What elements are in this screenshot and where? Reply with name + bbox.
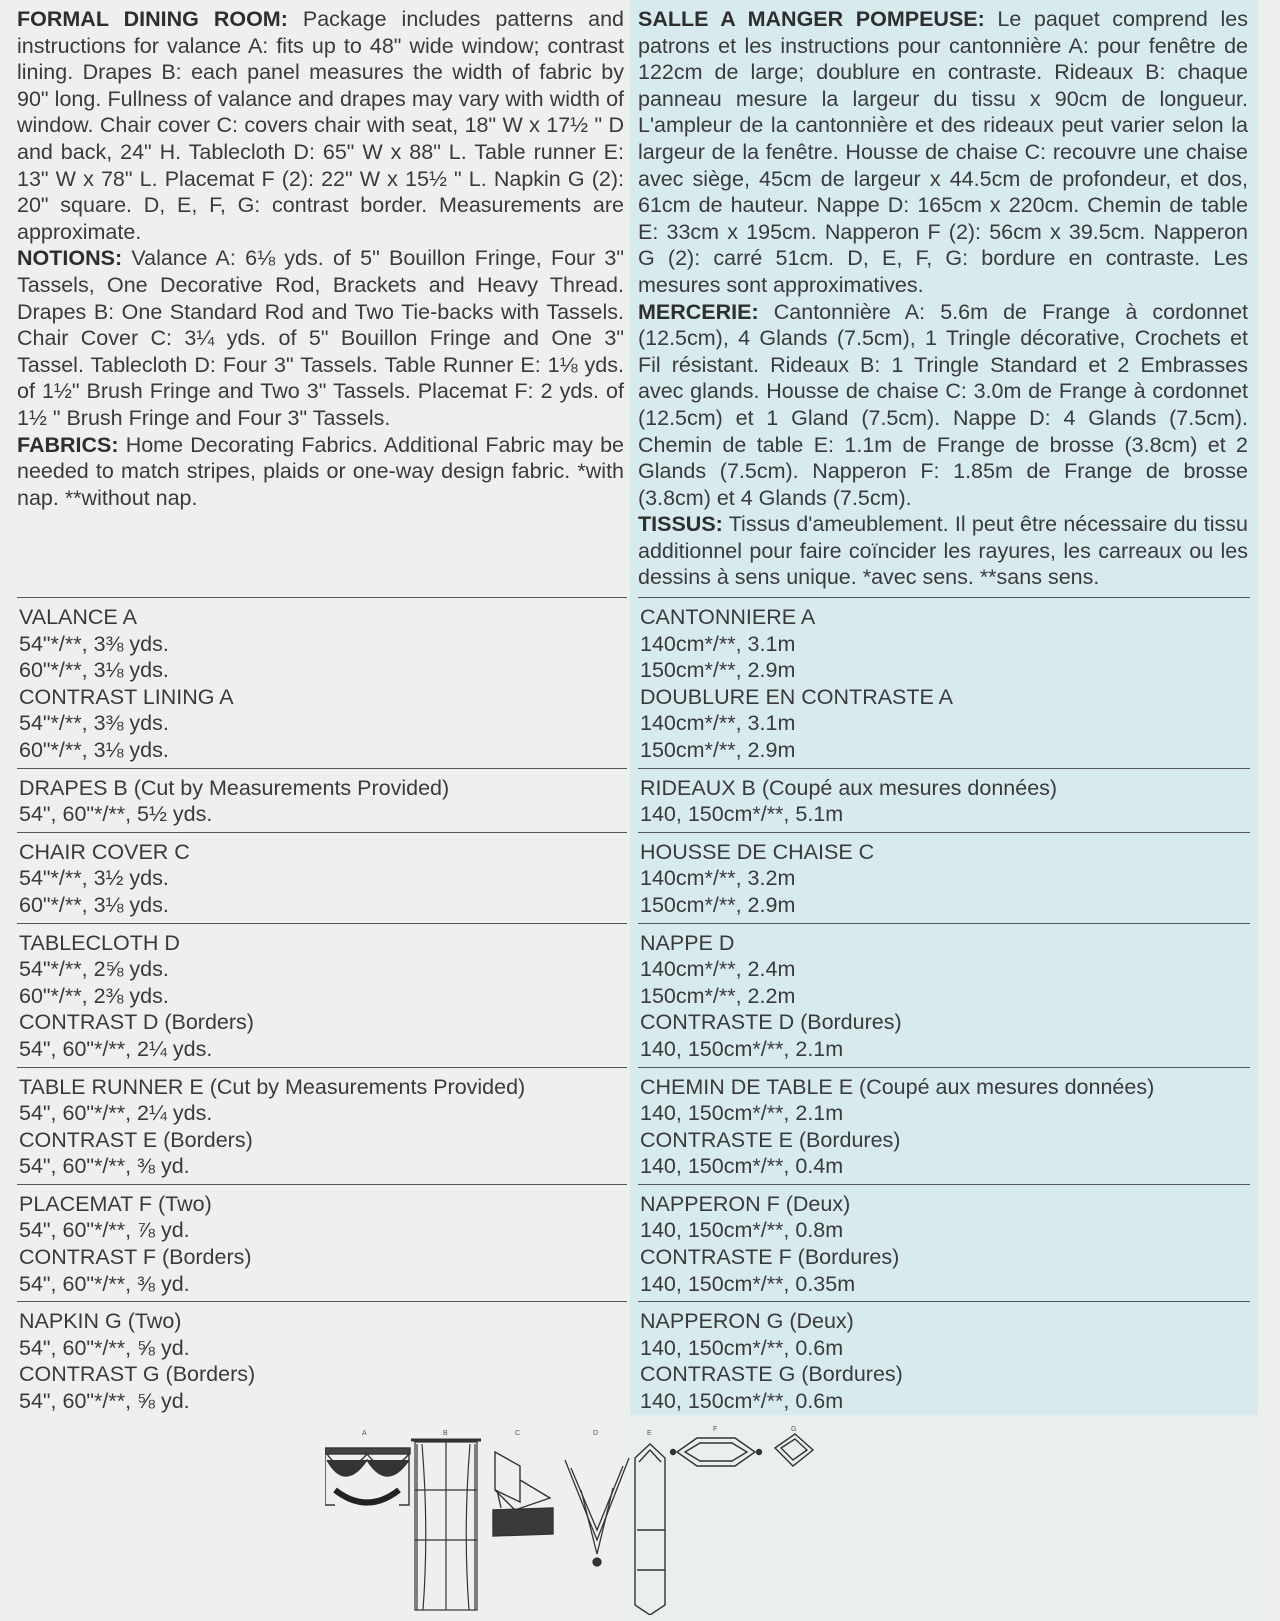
yardage-line: 60"*/**, 3⅛ yds. (19, 658, 169, 683)
yardage-line: CONTRASTE D (Bordures) (640, 1010, 902, 1035)
yardage-line: 54"*/**, 3⅜ yds. (19, 631, 169, 656)
intro-paragraph (17, 6, 624, 245)
yardage-line: 54", 60"*/**, 2¼ yds. (19, 1101, 213, 1126)
drapes-b-diagram (411, 1440, 481, 1610)
view-diagrams (325, 1426, 845, 1615)
yardage-line: 140cm*/**, 2.4m (640, 957, 796, 982)
yardage-line: CONTRASTE F (Bordures) (640, 1245, 900, 1270)
yardage-section (17, 1301, 627, 1418)
tablecloth-d-diagram (565, 1458, 629, 1566)
intro-heading: SALLE A MANGER POMPEUSE: (638, 7, 985, 31)
yardage-section (638, 923, 1250, 1067)
english-yardage-table (17, 597, 627, 1419)
yardage-line: 54", 60"*/**, ⅜ yd. (19, 1271, 190, 1296)
yardage-line: TABLECLOTH D (19, 930, 180, 955)
yardage-section (17, 832, 627, 923)
yardage-line: 140, 150cm*/**, 0.35m (640, 1271, 856, 1296)
yardage-line: 140, 150cm*/**, 0.6m (640, 1335, 844, 1360)
yardage-line: 54"*/**, 2⅝ yds. (19, 957, 169, 982)
yardage-section (638, 832, 1250, 923)
yardage-line: 150cm*/**, 2.2m (640, 983, 796, 1008)
yardage-line: NAPPE D (640, 930, 735, 955)
yardage-line: HOUSSE DE CHAISE C (640, 839, 875, 864)
yardage-line: 140, 150cm*/**, 0.6m (640, 1389, 844, 1414)
intro-paragraph (638, 511, 1248, 591)
yardage-line: 140, 150cm*/**, 5.1m (640, 802, 844, 827)
yardage-section (638, 768, 1250, 832)
yardage-line: 150cm*/**, 2.9m (640, 737, 796, 762)
english-column (0, 0, 630, 1621)
table-runner-e-diagram (635, 1444, 665, 1615)
yardage-line: NAPPERON F (Deux) (640, 1191, 851, 1216)
yardage-section (17, 1067, 627, 1184)
yardage-line: NAPPERON G (Deux) (640, 1309, 854, 1334)
diagram-label: A (362, 1430, 367, 1437)
french-column (630, 0, 1258, 1415)
yardage-section (638, 1067, 1250, 1184)
yardage-section (17, 597, 627, 768)
yardage-line: 140cm*/**, 3.2m (640, 866, 796, 891)
yardage-line: CHAIR COVER C (19, 839, 190, 864)
intro-heading: FORMAL DINING ROOM: (17, 7, 288, 31)
yardage-line: DRAPES B (Cut by Measurements Provided) (19, 775, 450, 800)
yardage-line: CONTRAST LINING A (19, 684, 234, 709)
yardage-line: CONTRAST G (Borders) (19, 1362, 256, 1387)
yardage-line: VALANCE A (19, 605, 137, 629)
diagram-label: F (713, 1426, 718, 1433)
view-diagrams-svg (325, 1430, 845, 1615)
yardage-line: 54", 60"*/**, 2¼ yds. (19, 1036, 213, 1061)
yardage-line: 60"*/**, 3⅛ yds. (19, 737, 169, 762)
yardage-line: 140, 150cm*/**, 2.1m (640, 1101, 844, 1126)
intro-paragraph (17, 245, 624, 431)
yardage-line: 60"*/**, 2⅜ yds. (19, 983, 169, 1008)
placemat-f-diagram (671, 1438, 762, 1466)
yardage-line: 54", 60"*/**, 5½ yds. (19, 802, 213, 827)
intro-text: Tissus d'ameublement. Il peut être nécessaire du tissu additionnel pour faire coïncider les rayures, les carreaux ou les dessins à sens unique. *avec sens. **sans sens. (638, 512, 1248, 590)
diagram-label: C (515, 1430, 521, 1437)
intro-text: Cantonnière A: 5.6m de Frange à cordonnet (12.5cm), 4 Glands (7.5cm), 1 Tringle décorative, Crochets et Fil résistant. Rideaux B: 1 Tringle Standard et 2 Embrasses avec glands. Housse de chaise C: 3.0m de Frange à cordonnet (12.5cm) et 1 Gland (7.5cm). Nappe D: 4 Glands (7.5cm). Chemin de table E: 1.1m de Frange de brosse (3.8cm) et 2 Glands (7.5cm). Napperon F: 1.85m de Frange de brosse (3.8cm) et 4 Glands (7.5cm). (638, 299, 1248, 510)
diagram-label: B (443, 1430, 448, 1437)
yardage-section (17, 1184, 627, 1301)
yardage-section (638, 597, 1250, 768)
yardage-line: 54", 60"*/**, ⅜ yd. (19, 1154, 190, 1179)
napkin-g-diagram (775, 1434, 813, 1466)
yardage-line: 140, 150cm*/**, 0.8m (640, 1218, 844, 1243)
yardage-section (638, 1184, 1250, 1301)
yardage-line: RIDEAUX B (Coupé aux mesures données) (640, 775, 1058, 800)
yardage-line: 150cm*/**, 2.9m (640, 658, 796, 683)
yardage-line: 140cm*/**, 3.1m (640, 711, 796, 736)
yardage-line: PLACEMAT F (Two) (19, 1191, 212, 1216)
yardage-line: 140, 150cm*/**, 0.4m (640, 1154, 844, 1179)
yardage-section (638, 1301, 1250, 1418)
yardage-line: CONTRAST D (Borders) (19, 1010, 254, 1035)
intro-text: Package includes patterns and instructions for valance A: fits up to 48" wide window; contrast lining. Drapes B: each panel measures the width of fabric by 90" long. Fullness of valance and drapes may vary with width of window. Chair cover C: covers chair with seat, 18" W x 17½ " D and back, 24" H. Tablecloth D: 65" W x 88" L. Table runner E: 13" W x 78" L. Placemat F (2): 22" W x 15½ " L. Napkin G (2): 20" square. D, E, F, G: contrast border. Measurements are approximate. (17, 7, 624, 244)
yardage-line: 54", 60"*/**, ⅞ yd. (19, 1218, 190, 1243)
yardage-line: 54", 60"*/**, ⅝ yd. (19, 1335, 190, 1360)
yardage-line: DOUBLURE EN CONTRASTE A (640, 684, 953, 709)
intro-text: Le paquet comprend les patrons et les instructions pour cantonnière A: pour fenêtre de 122cm de large; doublure en contraste. Rideaux B: chaque panneau mesure la largeur du tissu x 90cm de longueur. L'ampleur de la cantonnière et des rideaux peut varier selon la largeur de la fenêtre. Housse de chaise C: recouvre une chaise avec siège, 45cm de largeur x 44.5cm de profondeur, et dos, 61cm de hauteur. Nappe D: 165cm x 220cm. Chemin de table E: 33cm x 195cm. Napperon F (2): 56cm x 39.5cm. Napperon G (2): carré 51cm. D, E, F, G: bordure en contraste. Les mesures sont approximatives. (638, 7, 1248, 297)
yardage-line: 54"*/**, 3½ yds. (19, 866, 169, 891)
intro-text: Valance A: 6⅛ yds. of 5" Bouillon Fringe, Four 3" Tassels, One Decorative Rod, Brackets and Heavy Thread. Drapes B: One Standard Rod and Two Tie-backs with Tassels. Chair Cover C: 3¼ yds. of 5" Bouillon Fringe and One 3" Tassel. Tablecloth D: Four 3" Tassels. Table Runner E: 1⅛ yds. of 1½" Brush Fringe and Two 3" Tassels. Placemat F: 2 yds. of 1½ " Brush Fringe and Four 3" Tassels. (17, 246, 624, 430)
yardage-line: CONTRASTE E (Bordures) (640, 1127, 901, 1152)
intro-paragraph (17, 432, 624, 512)
yardage-line: CONTRAST F (Borders) (19, 1245, 252, 1270)
intro-heading: FABRICS: (17, 432, 119, 457)
intro-paragraph (638, 6, 1248, 299)
yardage-section (17, 923, 627, 1067)
yardage-line: 54", 60"*/**, ⅝ yd. (19, 1389, 190, 1414)
french-yardage-table (638, 597, 1250, 1419)
intro-heading: MERCERIE: (638, 299, 759, 324)
intro-heading: TISSUS: (638, 512, 723, 537)
yardage-line: 60"*/**, 3⅛ yds. (19, 892, 169, 917)
diagram-label: G (791, 1426, 797, 1433)
yardage-line: 150cm*/**, 2.9m (640, 892, 796, 917)
yardage-line: TABLE RUNNER E (Cut by Measurements Provided) (19, 1074, 526, 1099)
yardage-line: 140cm*/**, 3.1m (640, 631, 796, 656)
yardage-section (17, 768, 627, 832)
french-intro (638, 6, 1248, 591)
intro-paragraph (638, 299, 1248, 512)
english-intro (17, 6, 624, 511)
yardage-line: CANTONNIERE A (640, 605, 816, 629)
intro-text: Home Decorating Fabrics. Additional Fabric may be needed to match stripes, plaids or one-way design fabric. *with nap. **without nap. (17, 432, 624, 510)
yardage-line: CONTRAST E (Borders) (19, 1127, 253, 1152)
valance-a-diagram (325, 1448, 410, 1505)
yardage-line: CONTRASTE G (Bordures) (640, 1362, 903, 1387)
yardage-line: NAPKIN G (Two) (19, 1309, 182, 1334)
diagram-label: D (593, 1430, 599, 1437)
intro-heading: NOTIONS: (17, 246, 123, 271)
yardage-line: 140, 150cm*/**, 2.1m (640, 1036, 844, 1061)
yardage-line: CHEMIN DE TABLE E (Coupé aux mesures données) (640, 1074, 1155, 1099)
yardage-line: 54"*/**, 3⅜ yds. (19, 711, 169, 736)
chair-cover-c-diagram (493, 1452, 553, 1536)
diagram-label: E (647, 1430, 652, 1437)
